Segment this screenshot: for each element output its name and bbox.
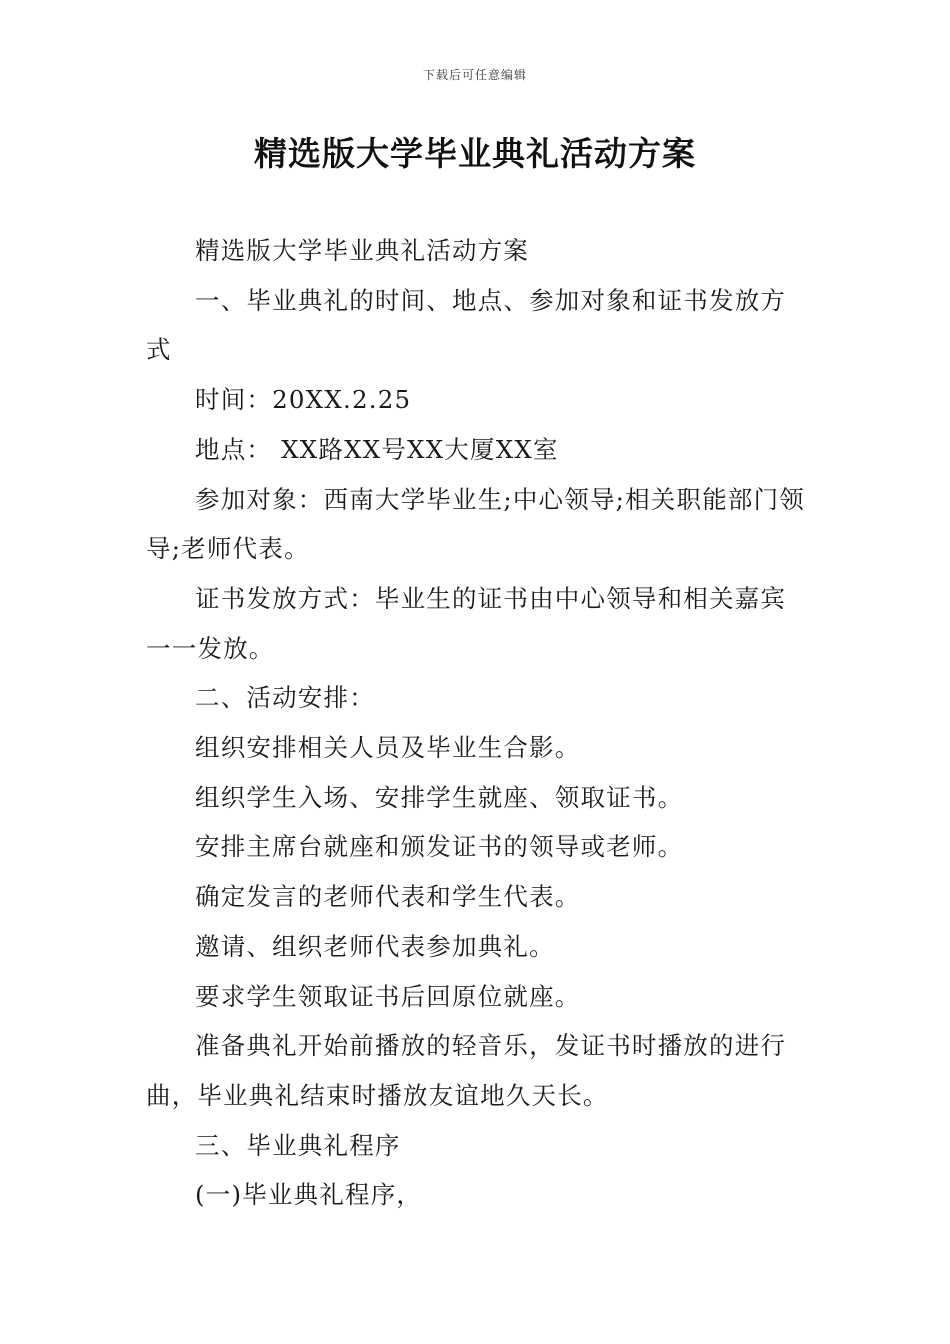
paragraph-section-3-heading: 三、毕业典礼程序 <box>195 1130 401 1160</box>
paragraph-subtitle: 精选版大学毕业典礼活动方案 <box>195 236 530 265</box>
paragraph-certificate-method: 证书发放方式：毕业生的证书由中心领导和相关嘉宾一一发放。 <box>146 583 787 663</box>
paragraph-time: 时间：20XX.2.25 <box>195 385 412 415</box>
paragraph-arrangement-podium: 安排主席台就座和颁发证书的领导或老师。 <box>195 832 684 862</box>
paragraph-section-1-heading: 一、毕业典礼的时间、地点、参加对象和证书发放方式 <box>146 285 787 365</box>
paragraph-arrangement-speakers: 确定发言的老师代表和学生代表。 <box>195 882 581 912</box>
document-body <box>146 226 810 1220</box>
paragraph-location: 地点： XX路XX号XX大厦XX室 <box>195 434 559 464</box>
paragraph-arrangement-photo: 组织安排相关人员及毕业生合影。 <box>195 733 581 763</box>
paragraph-arrangement-entry: 组织学生入场、安排学生就座、领取证书。 <box>195 782 684 812</box>
paragraph-arrangement-music: 准备典礼开始前播放的轻音乐，发证书时播放的进行曲，毕业典礼结束时播放友谊地久天长。 <box>146 1031 787 1110</box>
document-title: 精选版大学毕业典礼活动方案 <box>254 134 696 173</box>
paragraph-section-2-heading: 二、活动安排： <box>195 683 375 713</box>
page-header-note: 下载后可任意编辑 <box>422 68 527 82</box>
paragraph-arrangement-return-seat: 要求学生领取证书后回原位就座。 <box>195 981 581 1011</box>
paragraph-subsection-1-heading: (一)毕业典礼程序， <box>195 1180 423 1210</box>
paragraph-arrangement-invite: 邀请、组织老师代表参加典礼。 <box>195 931 555 961</box>
paragraph-participants: 参加对象：西南大学毕业生;中心领导;相关职能部门领导;老师代表。 <box>146 484 806 564</box>
